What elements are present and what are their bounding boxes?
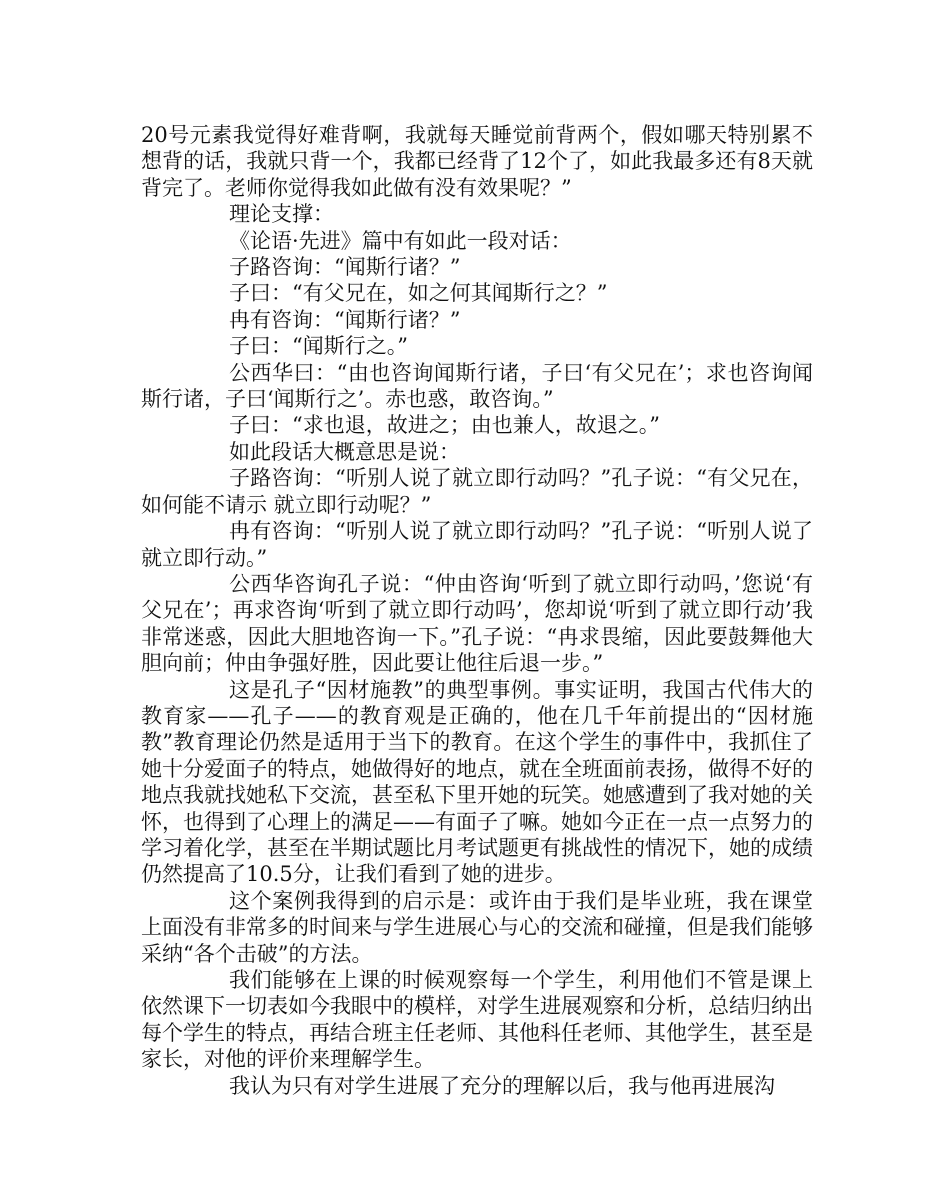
paragraph-dialogue-line: 子曰：“闻斯行之。” [229, 334, 408, 359]
paragraph-body: 这是孔子“因材施教”的典型事例。事实证明，我国古代伟大的教育家——孔子——的教育观是正确的，他在几千年前提出的“因材施教”教育理论仍然是适用于当下的教育。在这个学生的事件中，我抓住了她十分爱面子的特点，她做得好的地点，就在全班面前表扬，做得不好的地点我就找她私下交流，甚至私下里开她的玩笑。她感遭到了我对她的关怀，也得到了心理上的满足——有面子了嘛。她如今正在一点一点努力的学习着化学，甚至在半期试题比月考试题更有挑战性的情况下，她的成绩仍然提高了10.5分，让我们看到了她的进步。 [141, 677, 813, 887]
paragraph-translation-line: 冉有咨询：“听别人说了就立即行动吗？”孔子说：“听别人说了就立即行动。” [141, 519, 813, 570]
paragraph-analects-intro: 《论语·先进》篇中有如此一段对话： [229, 228, 572, 253]
paragraph-body: 这个案例我得到的启示是：或许由于我们是毕业班，我在课堂上面没有非常多的时间来与学生进展心与心的交流和碰撞，但是我们能够采纳“各个击破”的方法。 [141, 888, 813, 966]
document-body [141, 122, 813, 1099]
paragraph-theory-heading: 理论支撑： [229, 202, 334, 227]
paragraph-dialogue-line: 公西华曰：“由也咨询闻斯行诸，子曰‘有父兄在’；求也咨询闻斯行诸，子曰‘闻斯行之’。赤也惑，敢咨询。” [141, 360, 813, 412]
paragraph-body: 我们能够在上课的时候观察每一个学生，利用他们不管是课上依然课下一切表如今我眼中的模样，对学生进展观察和分析，总结归纳出每个学生的特点，再结合班主任老师、其他科任老师、其他学生，甚至是家长，对他的评价来理解学生。 [141, 968, 813, 1072]
paragraph-dialogue-line: 子路咨询：“闻斯行诸？” [229, 255, 461, 280]
paragraph-translation-intro: 如此段话大概意思是说： [229, 439, 460, 464]
paragraph-dialogue-line: 冉有咨询：“闻斯行诸？” [229, 307, 461, 332]
paragraph-translation-line: 子路咨询：“听别人说了就立即行动吗？”孔子说：“有父兄在，如何能不请示 就立即行动呢？” [141, 466, 813, 517]
paragraph-translation-line: 公西华咨询孔子说：“仲由咨询‘听到了就立即行动吗，’您说‘有父兄在’；再求咨询‘听到了就立即行动吗’，您却说‘听到了就立即行动’我非常迷惑，因此大胆地咨询一下。”孔子说：“冉求畏缩，因此要鼓舞他大胆向前；仲由争强好胜，因此要让他往后退一步。” [141, 571, 813, 676]
paragraph-dialogue-line: 子曰：“有父兄在，如之何其闻斯行之？” [229, 281, 608, 306]
paragraph-continued: 20号元素我觉得好难背啊，我就每天睡觉前背两个，假如哪天特别累不想背的话，我就只背一个，我都已经背了12个了，如此我最多还有8天就背完了。老师你觉得我如此做有没有效果呢？” [141, 123, 813, 200]
paragraph-dialogue-line: 子曰：“求也退，故进之；由也兼人，故退之。” [229, 413, 660, 438]
paragraph-body: 我认为只有对学生进展了充分的理解以后，我与他再进展沟 [229, 1073, 775, 1098]
